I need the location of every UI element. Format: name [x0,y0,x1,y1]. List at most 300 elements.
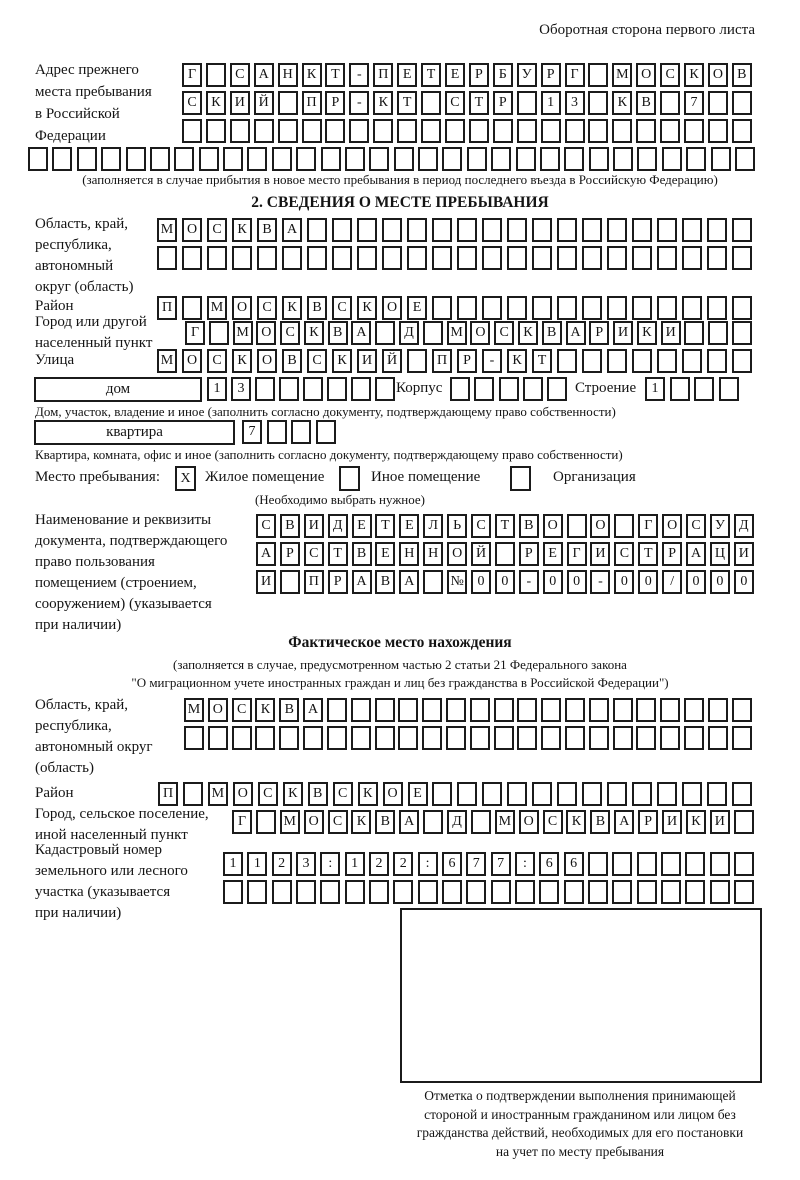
char-box[interactable]: И [710,810,730,834]
char-box[interactable]: О [382,296,402,320]
char-box[interactable] [397,119,417,143]
char-box[interactable]: 0 [495,570,515,594]
char-box[interactable]: О [182,349,202,373]
char-box[interactable] [636,726,656,750]
char-box[interactable] [682,246,702,270]
char-box[interactable] [636,698,656,722]
char-box[interactable] [393,880,413,904]
char-box[interactable]: М [207,296,227,320]
char-box[interactable] [557,296,577,320]
char-box[interactable] [710,880,730,904]
char-box[interactable]: С [256,514,276,538]
char-box[interactable] [684,726,704,750]
char-box[interactable] [612,119,632,143]
char-box[interactable] [320,880,340,904]
char-box[interactable] [230,119,250,143]
char-box[interactable]: 1 [345,852,365,876]
char-box[interactable]: П [304,570,324,594]
char-box[interactable]: В [636,91,656,115]
char-box[interactable] [499,377,519,401]
char-box[interactable] [507,296,527,320]
char-box[interactable]: Н [399,542,419,566]
char-box[interactable] [421,91,441,115]
char-box[interactable]: Т [328,542,348,566]
char-box[interactable]: О [662,514,682,538]
char-box[interactable] [418,147,438,171]
char-box[interactable]: М [495,810,515,834]
char-box[interactable]: А [686,542,706,566]
char-box[interactable] [157,246,177,270]
char-box[interactable] [582,296,602,320]
char-box[interactable]: С [543,810,563,834]
char-box[interactable] [257,246,277,270]
char-box[interactable]: № [447,570,467,594]
char-box[interactable]: В [590,810,610,834]
char-box[interactable] [382,218,402,242]
char-box[interactable]: : [320,852,340,876]
char-box[interactable] [407,246,427,270]
char-box[interactable]: Р [589,321,609,345]
char-box[interactable]: К [612,91,632,115]
char-box[interactable] [474,377,494,401]
char-box[interactable] [471,810,491,834]
char-box[interactable] [564,880,584,904]
char-box[interactable]: С [614,542,634,566]
char-box[interactable] [541,119,561,143]
char-box[interactable]: В [307,296,327,320]
char-box[interactable]: С [257,296,277,320]
char-box[interactable] [442,147,462,171]
char-box[interactable]: С [445,91,465,115]
char-box[interactable] [267,420,287,444]
char-box[interactable] [256,810,276,834]
char-box[interactable] [607,246,627,270]
char-box[interactable]: 0 [471,570,491,594]
char-box[interactable]: С [207,349,227,373]
char-box[interactable]: - [482,349,502,373]
char-box[interactable]: - [349,91,369,115]
char-box[interactable]: В [328,321,348,345]
char-box[interactable]: К [637,321,657,345]
char-box[interactable] [632,246,652,270]
char-box[interactable]: О [304,810,324,834]
char-box[interactable] [532,218,552,242]
char-box[interactable]: К [507,349,527,373]
char-box[interactable]: Л [423,514,443,538]
char-box[interactable] [588,63,608,87]
char-box[interactable]: Р [662,542,682,566]
char-box[interactable]: И [613,321,633,345]
char-box[interactable] [707,349,727,373]
char-box[interactable] [206,119,226,143]
char-box[interactable] [369,147,389,171]
char-box[interactable] [582,246,602,270]
checkbox-organizatsiya[interactable] [510,466,531,491]
char-box[interactable] [418,880,438,904]
char-box[interactable] [660,726,680,750]
char-box[interactable]: К [304,321,324,345]
char-box[interactable] [495,542,515,566]
char-box[interactable] [582,349,602,373]
char-box[interactable] [708,698,728,722]
char-box[interactable]: 1 [223,852,243,876]
char-box[interactable]: О [182,218,202,242]
char-box[interactable] [707,296,727,320]
char-box[interactable]: Д [328,514,348,538]
char-box[interactable]: П [373,63,393,87]
char-box[interactable]: В [375,570,395,594]
char-box[interactable] [707,782,727,806]
char-box[interactable] [612,880,632,904]
char-box[interactable]: М [157,349,177,373]
char-box[interactable]: 0 [686,570,706,594]
char-box[interactable]: 7 [466,852,486,876]
char-box[interactable]: 6 [442,852,462,876]
char-box[interactable] [351,377,371,401]
char-box[interactable] [394,147,414,171]
char-box[interactable]: У [710,514,730,538]
char-box[interactable] [732,349,752,373]
char-box[interactable] [349,119,369,143]
char-box[interactable]: 7 [684,91,704,115]
char-box[interactable] [255,377,275,401]
char-box[interactable] [345,147,365,171]
char-box[interactable] [547,377,567,401]
char-box[interactable]: В [732,63,752,87]
char-box[interactable] [517,91,537,115]
char-box[interactable] [660,698,680,722]
char-box[interactable]: А [399,570,419,594]
char-box[interactable] [357,218,377,242]
char-box[interactable]: А [303,698,323,722]
char-box[interactable]: И [256,570,276,594]
char-box[interactable] [209,321,229,345]
char-box[interactable] [482,296,502,320]
char-box[interactable]: К [686,810,706,834]
char-box[interactable] [565,726,585,750]
char-box[interactable]: К [206,91,226,115]
char-box[interactable]: 0 [567,570,587,594]
char-box[interactable] [682,349,702,373]
char-box[interactable] [182,296,202,320]
char-box[interactable]: А [399,810,419,834]
char-box[interactable]: В [282,349,302,373]
char-box[interactable] [423,810,443,834]
char-box[interactable]: И [304,514,324,538]
char-box[interactable] [223,147,243,171]
char-box[interactable] [564,147,584,171]
char-box[interactable]: О [257,349,277,373]
char-box[interactable]: О [383,782,403,806]
char-box[interactable]: А [566,321,586,345]
char-box[interactable]: 3 [565,91,585,115]
char-box[interactable] [539,880,559,904]
char-box[interactable] [332,218,352,242]
char-box[interactable]: Г [182,63,202,87]
char-box[interactable] [303,377,323,401]
char-box[interactable]: И [662,810,682,834]
char-box[interactable] [507,246,527,270]
checkbox-zhiloe-pomeshchenie[interactable]: X [175,466,196,491]
char-box[interactable] [421,119,441,143]
char-box[interactable] [734,810,754,834]
char-box[interactable]: 7 [242,420,262,444]
char-box[interactable] [708,91,728,115]
char-box[interactable]: С [660,63,680,87]
char-box[interactable]: 0 [614,570,634,594]
char-box[interactable] [732,698,752,722]
char-box[interactable] [708,119,728,143]
char-box[interactable]: 7 [491,852,511,876]
char-box[interactable] [732,246,752,270]
char-box[interactable] [207,246,227,270]
char-box[interactable] [732,321,752,345]
char-box[interactable] [491,147,511,171]
char-box[interactable]: Й [471,542,491,566]
char-box[interactable]: М [157,218,177,242]
char-box[interactable] [734,880,754,904]
char-box[interactable] [632,782,652,806]
char-box[interactable]: : [418,852,438,876]
char-box[interactable] [183,782,203,806]
char-box[interactable] [302,119,322,143]
char-box[interactable]: Т [638,542,658,566]
char-box[interactable] [206,63,226,87]
char-box[interactable] [517,119,537,143]
char-box[interactable] [327,698,347,722]
char-box[interactable]: 6 [539,852,559,876]
char-box[interactable]: П [302,91,322,115]
char-box[interactable] [457,246,477,270]
char-box[interactable] [208,726,228,750]
char-box[interactable]: К [357,296,377,320]
char-box[interactable] [670,377,690,401]
char-box[interactable] [589,698,609,722]
char-box[interactable]: М [612,63,632,87]
char-box[interactable] [254,119,274,143]
char-box[interactable]: 3 [296,852,316,876]
char-box[interactable] [582,782,602,806]
char-box[interactable]: 2 [272,852,292,876]
char-box[interactable]: Д [399,321,419,345]
char-box[interactable]: 1 [247,852,267,876]
char-box[interactable] [432,296,452,320]
char-box[interactable] [345,880,365,904]
char-box[interactable]: Г [232,810,252,834]
checkbox-inoe-pomeshchenie[interactable] [339,466,360,491]
char-box[interactable] [660,119,680,143]
char-box[interactable] [232,246,252,270]
char-box[interactable]: - [349,63,369,87]
char-box[interactable] [637,852,657,876]
char-box[interactable]: Е [408,782,428,806]
char-box[interactable]: В [279,698,299,722]
char-box[interactable] [588,880,608,904]
char-box[interactable]: Г [185,321,205,345]
char-box[interactable]: И [230,91,250,115]
char-box[interactable]: Б [493,63,513,87]
char-box[interactable] [589,147,609,171]
char-box[interactable] [407,218,427,242]
char-box[interactable] [150,147,170,171]
char-box[interactable] [682,218,702,242]
char-box[interactable] [316,420,336,444]
char-box[interactable] [607,349,627,373]
char-box[interactable]: Т [495,514,515,538]
char-box[interactable] [588,91,608,115]
char-box[interactable]: М [208,782,228,806]
char-box[interactable] [711,147,731,171]
char-box[interactable] [446,698,466,722]
char-box[interactable]: М [233,321,253,345]
char-box[interactable]: В [375,810,395,834]
char-box[interactable] [307,218,327,242]
char-box[interactable]: С [230,63,250,87]
char-box[interactable]: В [308,782,328,806]
char-box[interactable] [684,698,704,722]
char-box[interactable]: У [517,63,537,87]
char-box[interactable]: П [158,782,178,806]
char-box[interactable] [457,782,477,806]
char-box[interactable]: В [257,218,277,242]
char-box[interactable] [607,782,627,806]
char-box[interactable] [272,880,292,904]
char-box[interactable] [685,852,705,876]
char-box[interactable] [321,147,341,171]
char-box[interactable] [432,246,452,270]
char-box[interactable]: Р [541,63,561,87]
char-box[interactable] [732,726,752,750]
char-box[interactable] [582,218,602,242]
char-box[interactable]: И [661,321,681,345]
char-box[interactable]: М [280,810,300,834]
char-box[interactable]: А [256,542,276,566]
char-box[interactable] [423,570,443,594]
char-box[interactable] [685,880,705,904]
char-box[interactable] [373,119,393,143]
char-box[interactable]: 1 [207,377,227,401]
char-box[interactable] [184,726,204,750]
char-box[interactable]: К [255,698,275,722]
char-box[interactable] [657,349,677,373]
char-box[interactable] [398,698,418,722]
char-box[interactable]: 2 [393,852,413,876]
char-box[interactable] [369,880,389,904]
char-box[interactable] [682,782,702,806]
char-box[interactable] [557,782,577,806]
char-box[interactable]: С [328,810,348,834]
char-box[interactable] [423,321,443,345]
char-box[interactable]: С [333,782,353,806]
char-box[interactable] [432,218,452,242]
char-box[interactable] [255,726,275,750]
char-box[interactable] [52,147,72,171]
char-box[interactable] [607,296,627,320]
char-box[interactable] [450,377,470,401]
char-box[interactable]: К [566,810,586,834]
char-box[interactable] [507,782,527,806]
char-box[interactable]: Р [469,63,489,87]
char-box[interactable]: К [283,782,303,806]
char-box[interactable] [303,726,323,750]
char-box[interactable] [272,147,292,171]
char-box[interactable]: Н [278,63,298,87]
char-box[interactable] [247,880,267,904]
char-box[interactable] [351,726,371,750]
char-box[interactable] [613,147,633,171]
char-box[interactable] [470,726,490,750]
char-box[interactable]: К [302,63,322,87]
char-box[interactable] [557,349,577,373]
char-box[interactable]: К [232,349,252,373]
char-box[interactable]: А [351,321,371,345]
char-box[interactable] [557,246,577,270]
char-box[interactable]: П [432,349,452,373]
char-box[interactable]: Г [565,63,585,87]
char-box[interactable] [732,119,752,143]
char-box[interactable] [223,880,243,904]
char-box[interactable] [662,147,682,171]
char-box[interactable]: Ь [447,514,467,538]
char-box[interactable]: Р [519,542,539,566]
char-box[interactable] [567,514,587,538]
char-box[interactable] [327,726,347,750]
char-box[interactable]: Р [280,542,300,566]
char-box[interactable] [532,782,552,806]
char-box[interactable]: А [282,218,302,242]
char-box[interactable] [101,147,121,171]
char-box[interactable] [357,246,377,270]
char-box[interactable] [278,119,298,143]
char-box[interactable] [28,147,48,171]
char-box[interactable]: К [518,321,538,345]
char-box[interactable]: С [258,782,278,806]
char-box[interactable]: С [307,349,327,373]
char-box[interactable] [327,377,347,401]
char-box[interactable]: 0 [710,570,730,594]
char-box[interactable]: Г [567,542,587,566]
char-box[interactable] [613,726,633,750]
char-box[interactable]: О [256,321,276,345]
char-box[interactable] [422,698,442,722]
char-box[interactable] [541,726,561,750]
char-box[interactable] [493,119,513,143]
char-box[interactable]: О [590,514,610,538]
char-box[interactable] [661,880,681,904]
char-box[interactable]: 1 [645,377,665,401]
char-box[interactable]: 0 [543,570,563,594]
char-box[interactable] [422,726,442,750]
char-box[interactable] [734,852,754,876]
char-box[interactable]: К [332,349,352,373]
char-box[interactable] [182,119,202,143]
char-box[interactable] [466,880,486,904]
char-box[interactable]: Е [445,63,465,87]
char-box[interactable]: А [254,63,274,87]
char-box[interactable]: С [207,218,227,242]
char-box[interactable] [325,119,345,143]
char-box[interactable] [442,880,462,904]
char-box[interactable] [636,119,656,143]
char-box[interactable] [540,147,560,171]
char-box[interactable]: Е [352,514,372,538]
char-box[interactable]: К [373,91,393,115]
char-box[interactable] [382,246,402,270]
char-box[interactable] [565,698,585,722]
char-box[interactable]: С [332,296,352,320]
char-box[interactable] [77,147,97,171]
char-box[interactable] [247,147,267,171]
